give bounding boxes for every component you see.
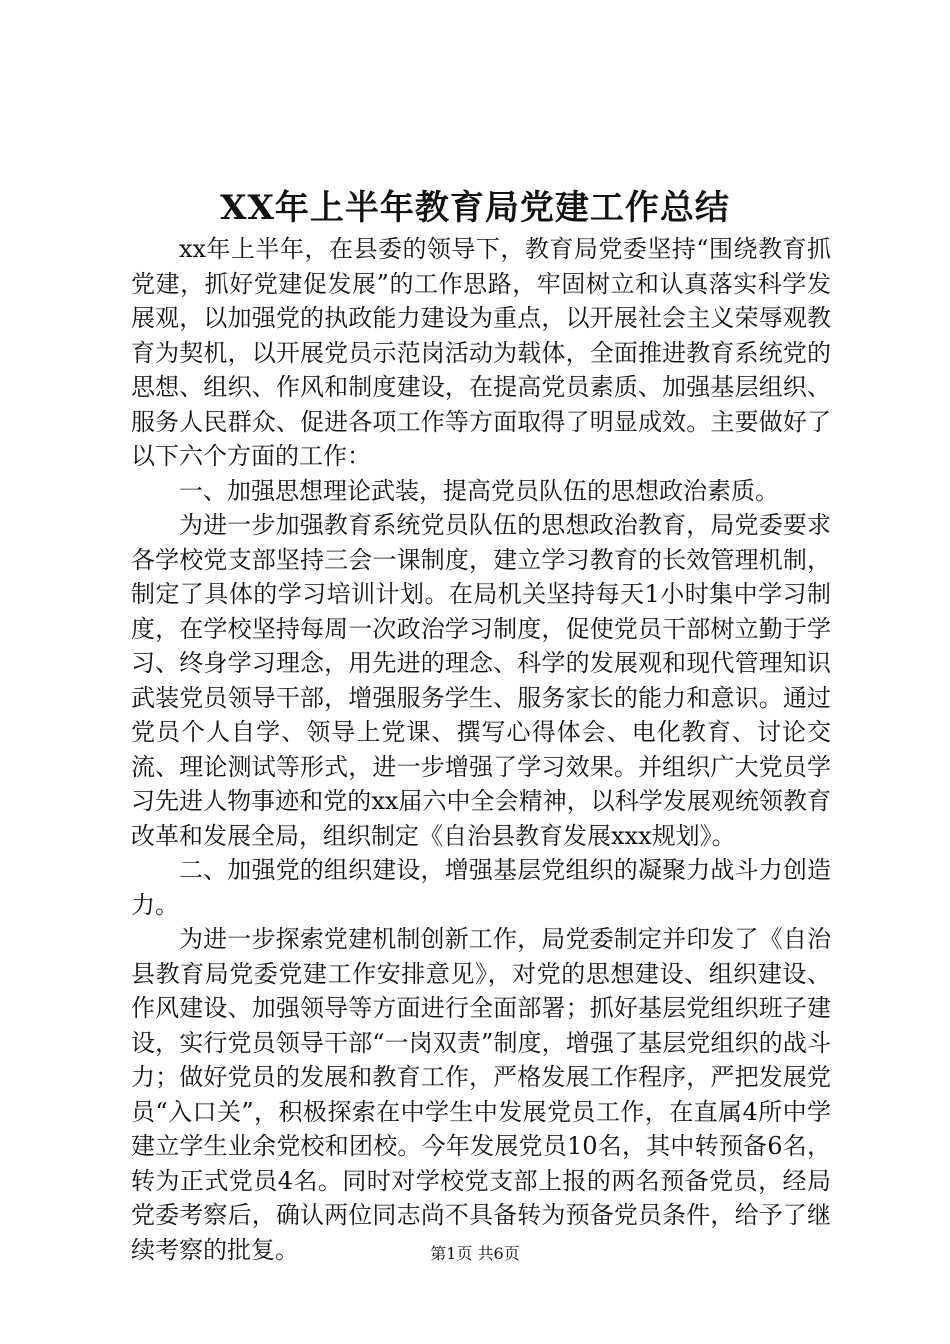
section-heading-1: 一、加强思想理论武装，提高党员队伍的思想政治素质。 xyxy=(179,476,779,505)
section-paragraph-2: 为进一步探索党建机制创新工作，局党委制定并印发了《自治县教育局党委党建工作安排意见》，对党的思想建设、组织建设、作风建设、加强领导等方面进行全面部署；抓好基层党组织班子建设，实行党员领导干部“一岗双责”制度，增强了基层党组织的战斗力；做好党员的发展和教育工作，严格发展工作程序，严把发展党员“入口关”，积极探索在中学生中发展党员工作，在直属4所中学建立学生业余党校和团校。今年发展党员10名，其中转预备6名，转为正式党员4名。同时对学校党支部上报的两名预备党员，经局党委考察后，确认两位同志尚不具备转为预备党员条件，给予了继续考察的批复。 xyxy=(131,925,831,1264)
section-heading-2: 二、加强党的组织建设，增强基层党组织的凝聚力战斗力创造力。 xyxy=(131,856,831,919)
page-footer: 第1页 共6页 xyxy=(430,1244,520,1263)
section-paragraph-1: 为进一步加强教育系统党员队伍的思想政治教育，局党委要求各学校党支部坚持三会一课制度，建立学习教育的长效管理机制，制定了具体的学习培训计划。在局机关坚持每天1小时集中学习制度，在学校坚持每周一次政治学习制度，促使党员干部树立勤于学习、终身学习理念，用先进的理念、科学的发展观和现代管理知识武装党员领导干部，增强服务学生、服务家长的能力和意识。通过党员个人自学、领导上党课、撰写心得体会、电化教育、讨论交流、理论测试等形式，进一步增强了学习效果。并组织广大党员学习先进人物事迹和党的xx届六中全会精神，以科学发展观统领教育改革和发展全局，组织制定《自治县教育发展xxx规划》。 xyxy=(131,511,831,850)
document-title: XX年上半年教育局党建工作总结 xyxy=(220,188,730,228)
intro-paragraph: xx年上半年，在县委的领导下，教育局党委坚持“围绕教育抓党建，抓好党建促发展”的工作思路，牢固树立和认真落实科学发展观，以加强党的执政能力建设为重点，以开展社会主义荣辱观教育为契机，以开展党员示范岗活动为载体，全面推进教育系统党的思想、组织、作风和制度建设，在提高党员素质、加强基层组织、服务人民群众、促进各项工作等方面取得了明显成效。主要做好了以下六个方面的工作： xyxy=(131,235,831,470)
document-body xyxy=(131,232,831,1267)
